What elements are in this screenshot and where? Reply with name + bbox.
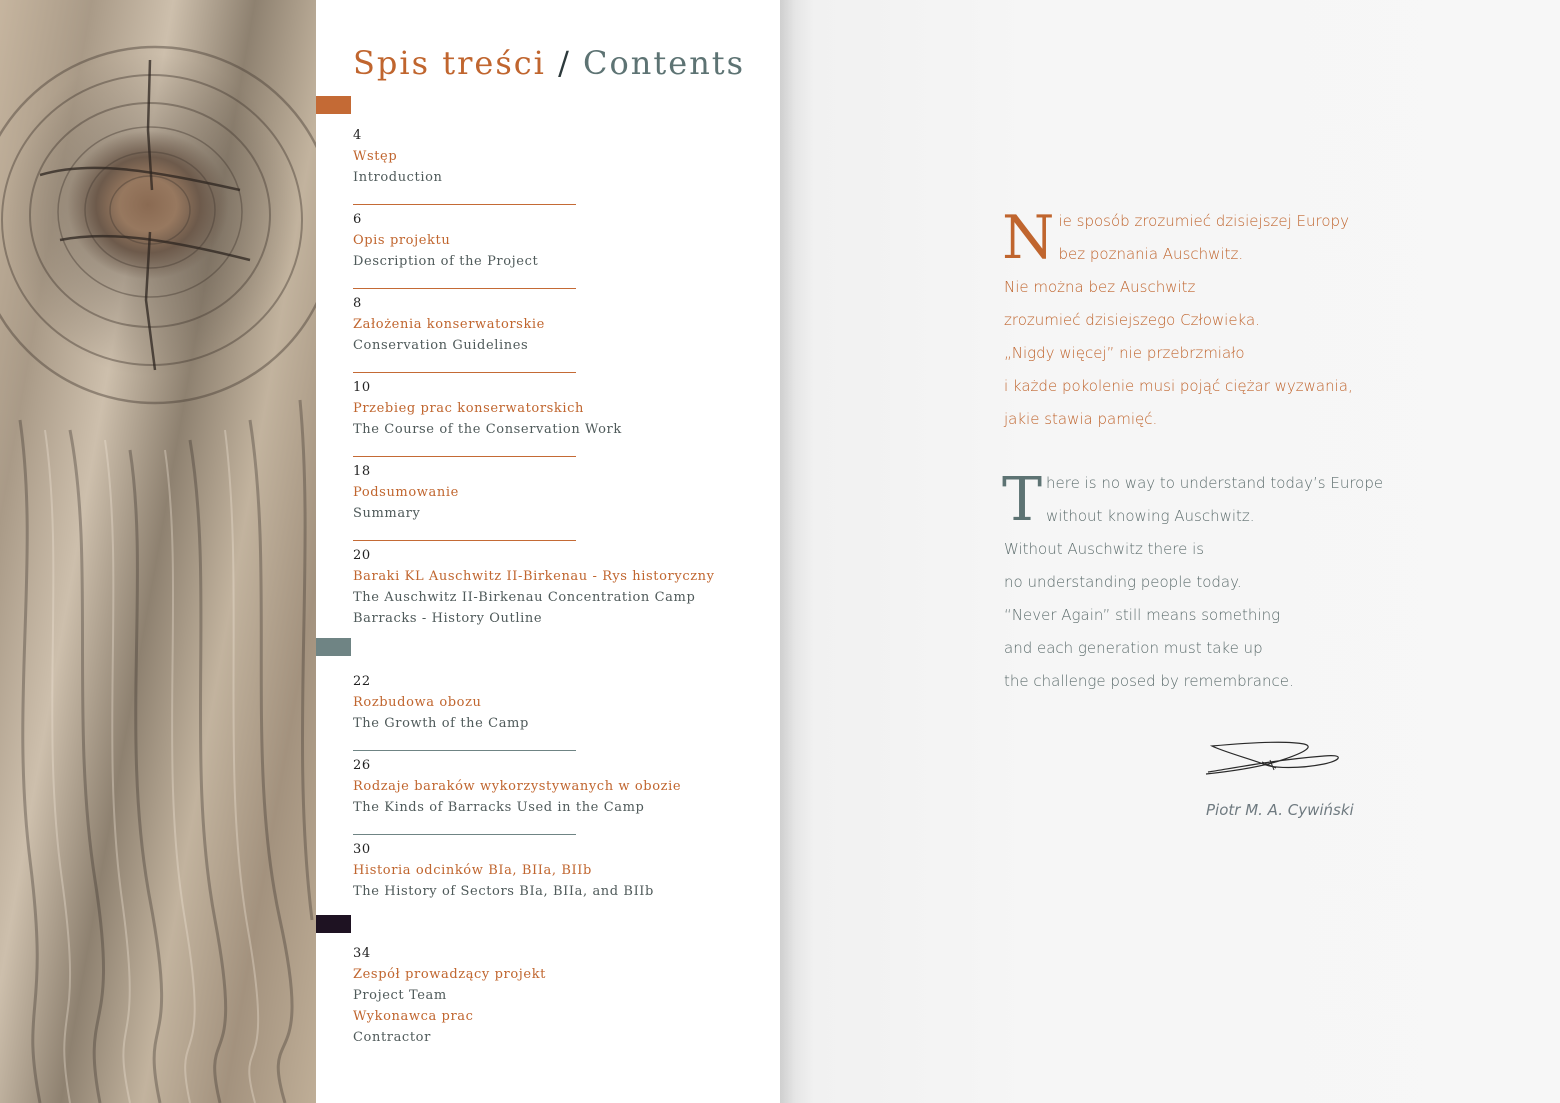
book-gutter — [780, 0, 814, 1103]
toc-title-english[interactable]: Summary — [353, 506, 421, 521]
toc-page-number: 34 — [353, 946, 371, 961]
quote-line: “Never Again” still means something — [1004, 606, 1281, 624]
toc-title-english[interactable]: Description of the Project — [353, 254, 539, 269]
section-marker-slate — [316, 638, 351, 656]
toc-entry[interactable] — [353, 209, 753, 289]
toc-title-polish[interactable]: Rodzaje baraków wykorzystywanych w obozie — [353, 779, 682, 794]
quote-line: here is no way to understand today’s Europe — [1046, 474, 1384, 492]
toc-entry[interactable] — [353, 671, 753, 751]
wood-knot-photo — [0, 0, 316, 1103]
toc-entry[interactable] — [353, 755, 753, 835]
toc-divider — [353, 456, 576, 457]
author-name: Piotr M. A. Cywiński — [1206, 801, 1354, 819]
toc-title-english[interactable]: Introduction — [353, 170, 443, 185]
quote-line: bez poznania Auschwitz. — [1058, 245, 1244, 263]
wood-grain-drawing — [0, 0, 316, 1103]
title-english: Contents — [583, 44, 746, 82]
toc-entry[interactable] — [353, 943, 753, 1048]
toc-entry[interactable] — [353, 545, 753, 629]
title-separator: / — [558, 44, 571, 82]
quote-polish — [1004, 205, 1364, 436]
quote-line: Nie można bez Auschwitz — [1004, 278, 1196, 296]
toc-divider — [353, 834, 576, 835]
toc-divider — [353, 540, 576, 541]
quote-line: no understanding people today. — [1004, 573, 1242, 591]
toc-title-polish[interactable]: Historia odcinków BIa, BIIa, BIIb — [353, 863, 592, 878]
toc-page-number: 4 — [353, 128, 362, 143]
toc-page-number: 26 — [353, 758, 371, 773]
quote-line: Without Auschwitz there is — [1004, 540, 1205, 558]
toc-entry[interactable] — [353, 125, 753, 205]
toc-entry[interactable] — [353, 839, 753, 902]
toc-entry[interactable] — [353, 293, 753, 373]
toc-title-polish[interactable]: Przebieg prac konserwatorskich — [353, 401, 584, 416]
toc-page-number: 20 — [353, 548, 371, 563]
toc-page-number: 22 — [353, 674, 371, 689]
dropcap-english: T — [1002, 465, 1043, 535]
toc-title-polish[interactable]: Wstęp — [353, 149, 398, 164]
toc-title-english-line2[interactable]: Barracks - History Outline — [353, 611, 543, 626]
dropcap-polish: N — [1002, 203, 1055, 273]
quote-page — [814, 0, 1560, 1103]
contents-page — [316, 0, 780, 1103]
quote-line: ie sposób zrozumieć dzisiejszej Europy — [1058, 212, 1349, 230]
toc-page-number: 8 — [353, 296, 362, 311]
toc-entry[interactable] — [353, 377, 753, 457]
toc-page-number: 6 — [353, 212, 362, 227]
handwritten-signature — [1204, 738, 1344, 780]
quote-line: zrozumieć dzisiejszego Człowieka. — [1004, 311, 1260, 329]
toc-divider — [353, 372, 576, 373]
toc-title-english[interactable]: The Kinds of Barracks Used in the Camp — [353, 800, 645, 815]
quote-english — [1002, 465, 1384, 698]
toc-title-english[interactable]: The Auschwitz II-Birkenau Concentration Camp — [353, 590, 696, 605]
toc-entry[interactable] — [353, 461, 753, 541]
toc-title-polish[interactable]: Rozbudowa obozu — [353, 695, 482, 710]
toc-page-number: 30 — [353, 842, 371, 857]
toc-title-polish[interactable]: Opis projektu — [353, 233, 451, 248]
toc-title-english[interactable]: The History of Sectors BIa, BIIa, and BIIb — [353, 884, 654, 899]
quote-line: „Nigdy więcej” nie przebrzmiało — [1004, 344, 1245, 362]
section-marker-dark — [316, 915, 351, 933]
toc-title-english[interactable]: Conservation Guidelines — [353, 338, 529, 353]
toc-title-english[interactable]: The Growth of the Camp — [353, 716, 529, 731]
quote-line: without knowing Auschwitz. — [1046, 507, 1255, 525]
toc-title-polish-line2[interactable]: Wykonawca prac — [353, 1009, 474, 1024]
toc-title-english-line2[interactable]: Contractor — [353, 1030, 431, 1045]
quote-line: and each generation must take up — [1004, 639, 1263, 657]
toc-title-polish[interactable]: Baraki KL Auschwitz II-Birkenau - Rys historyczny — [353, 569, 715, 584]
toc-title-polish[interactable]: Podsumowanie — [353, 485, 459, 500]
quote-line: jakie stawia pamięć. — [1004, 410, 1158, 428]
toc-page-number: 10 — [353, 380, 371, 395]
toc-title-english[interactable]: Project Team — [353, 988, 447, 1003]
title-polish: Spis treści — [353, 44, 546, 82]
page-title — [353, 44, 745, 82]
toc-divider — [353, 288, 576, 289]
quote-line: i każde pokolenie musi pojąć ciężar wyzwania, — [1004, 377, 1353, 395]
toc-title-english[interactable]: The Course of the Conservation Work — [353, 422, 622, 437]
quote-line: the challenge posed by remembrance. — [1004, 672, 1294, 690]
toc-title-polish[interactable]: Zespół prowadzący projekt — [353, 967, 547, 982]
toc-divider — [353, 750, 576, 751]
toc-divider — [353, 204, 576, 205]
section-marker-orange — [316, 96, 351, 114]
toc-page-number: 18 — [353, 464, 371, 479]
toc-title-polish[interactable]: Założenia konserwatorskie — [353, 317, 545, 332]
